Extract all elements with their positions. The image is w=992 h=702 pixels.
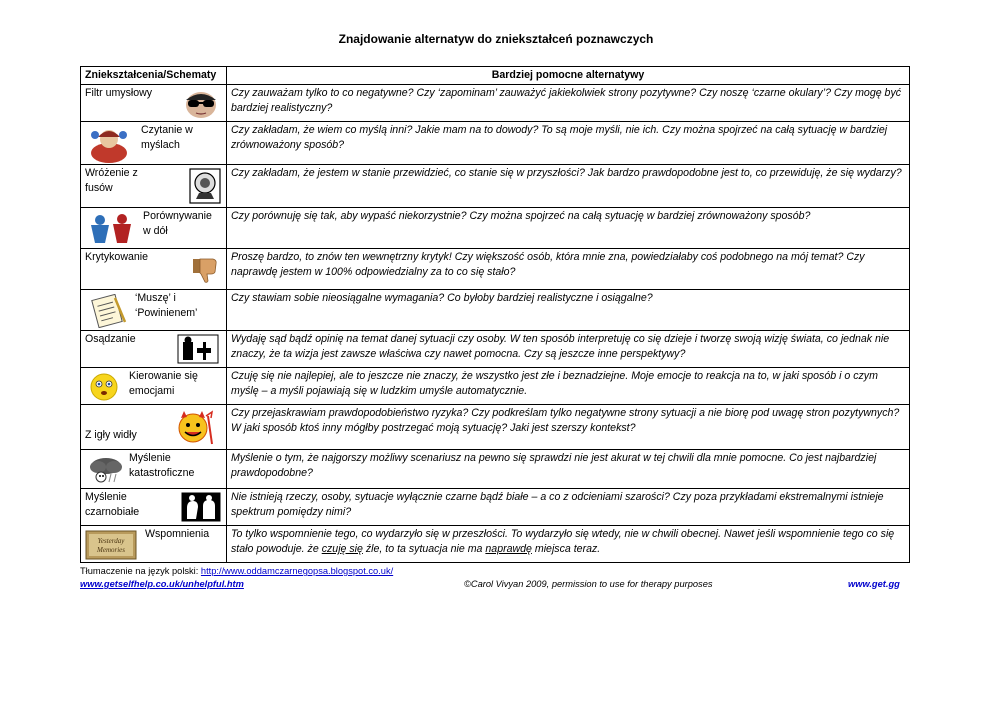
alternative-text: Czy zakładam, że jestem w stanie przewidzieć, co stanie się w przyszłości? Jak bardzo prawdopodobne jest to, co przewiduję, że się wydarzy? [227,165,910,208]
devil-face-icon [175,408,215,446]
copyright-text: ©Carol Vivyan 2009, permission to use for therapy purposes [464,579,713,589]
alternative-text: Wydaję sąd bądź opinię na temat danej sytuacji czy osoby. W ten sposób interpretuję co się dzieje i tworzę swoją wizję świata, co jednak nie znaczy, że ta wizja jest zawsze właściwa czy nawet pomocna. Czy są jeszcze inne perspektywy? [227,331,910,368]
distortion-label: ‘Muszę’ i ‘Powinienem’ [135,292,198,319]
storm-cloud-icon [87,455,125,485]
alternative-text-part: źle, to ta sytuacja nie ma [362,543,486,555]
black-white-faces-icon [181,492,221,522]
svg-text:Yesterday: Yesterday [97,537,125,545]
source-link[interactable]: www.getselfhelp.co.uk/unhelpful.htm [80,579,244,589]
yesterday-memories-icon [85,530,137,560]
distortion-cell [81,208,227,249]
distortion-cell [81,368,227,405]
distortion-cell [81,331,227,368]
distortion-cell [81,249,227,290]
distortion-label: Czytanie w myślach [141,124,193,151]
header-distortions: Zniekształcenia/Schematy [81,67,227,85]
crystal-ball-icon [189,168,221,204]
table-row [81,405,910,450]
alternative-text-part: To tylko wspomnienie tego, co wydarzyło się w przeszłości. To wydarzyło się wtedy, nie w chwili obecnej. Nawet jeśli wspomnienie tego co się stało powoduje. że [231,528,895,555]
distortion-label: Myślenie katastroficzne [129,452,195,479]
table-row [81,331,910,368]
page-title: Znajdowanie alternatyw do zniekształceń poznawczych [338,32,654,46]
distortion-label: Wróżenie z fusów [85,167,138,194]
svg-text:Memories: Memories [97,546,125,554]
table-row [81,450,910,489]
alternative-text: Czy porównuję się tak, aby wypaść niekorzystnie? Czy można spojrzeć na całą sytuację w bardziej zrównoważony sposób? [227,208,910,249]
table-row [81,85,910,122]
distortion-cell [81,450,227,489]
table-row [81,208,910,249]
distortion-label: Porównywanie w dół [143,210,212,237]
table-row [81,489,910,526]
alternative-text-underlined: czuję się [321,543,363,555]
alternative-text: Czy zauważam tylko to co negatywne? Czy ‘zapominam’ zauważyć jakiekolwiek strony pozytywne? Czy noszę ‘czarne okulary’? Czy mogę być bardziej realistyczny? [227,85,910,122]
alternative-text: Czy zakładam, że wiem co myślą inni? Jakie mam na to dowody? To są moje myśli, nie ich. Czy można spojrzeć na całą sytuację w bardziej zrównoważony sposób? [227,122,910,165]
table-row [81,290,910,331]
alternative-text-part: miejsca teraz. [531,543,601,555]
judge-icon [177,334,219,364]
translation-credit [80,566,393,576]
table-row [81,249,910,290]
distortion-cell [81,122,227,165]
alternative-text: Czuję się nie najlepiej, ale to jeszcze nie znaczy, że wszystko jest złe i beznadziejne. Moje emocje to reakcja na to, w jaki sposób i o czym myślę – a myśli pojawiają się w ludzkim umyśle automatycznie. [227,368,910,405]
alternative-text: Nie istnieją rzeczy, osoby, sytuacje wyłącznie czarne bądź białe – a co z odcieniami szarości? Czy poza przykładami ekstremalnymi istnieje spektrum pomiędzy nimi? [227,489,910,526]
distortion-label: Osądzanie [85,333,136,345]
alternative-text-underlined: naprawdę [485,543,532,555]
distortion-label: Z igły widły [85,429,137,441]
source-credit [80,579,244,589]
thumbs-down-icon [191,256,219,284]
alternative-text: Myślenie o tym, że najgorszy możliwy scenariusz na pewno się sprawdzi nie jest akurat w tej chwili dla mnie pomocne. Co jest najbardziej prawdopodobne? [227,450,910,489]
distortion-label: Wspomnienia [145,528,210,540]
alternative-text: Czy przejaskrawiam prawdopodobieństwo ryzyka? Czy podkreślam tylko negatywne strony sytuacji a nie biorę pod uwagę stron pozytywnych? W jaki sposób ktoś inny mógłby postrzegać moją sytuację? Jaki jest szerszy kontekst? [227,405,910,450]
table-row [81,165,910,208]
translation-link[interactable]: http://www.oddamczarnegopsa.blogspot.co.uk/ [200,566,394,576]
distortion-cell [81,290,227,331]
distortion-label: Kierowanie się emocjami [129,370,198,397]
distortion-label: Krytykowanie [85,251,148,263]
emotion-face-icon [89,372,119,402]
site-link[interactable]: www.get.gg [848,579,900,589]
table-row [81,122,910,165]
alternative-text: Proszę bardzo, to znów ten wewnętrzny krytyk! Czy większość osób, która mnie zna, powiedziałaby coś podobnego na mój temat? Czy naprawdę jestem w 100% odpowiedzialny za to co się stało? [227,249,910,290]
distortion-cell [81,165,227,208]
distortion-label: Filtr umysłowy [85,87,153,99]
distortion-cell [81,85,227,122]
distortion-label: Myślenie czarnobiałe [85,491,140,518]
comparing-figures-icon [87,213,135,245]
mind-reader-icon [85,125,133,163]
alternative-text: Czy stawiam sobie nieosiągalne wymagania? Co byłoby bardziej realistyczne i osiągalne? [227,290,910,331]
distortion-cell [81,405,227,450]
table-row [81,526,910,563]
checklist-icon [87,294,127,328]
distortion-cell [81,489,227,526]
table-header-row [81,67,910,85]
distortions-table [80,66,910,563]
distortion-cell [81,526,227,563]
translation-prefix: Tłumaczenie na język polski: [80,566,201,576]
sunglasses-icon [183,88,219,118]
site-credit [848,579,900,589]
alternative-text [227,526,910,563]
table-row [81,368,910,405]
header-alternatives: Bardziej pomocne alternatywy [227,67,910,85]
